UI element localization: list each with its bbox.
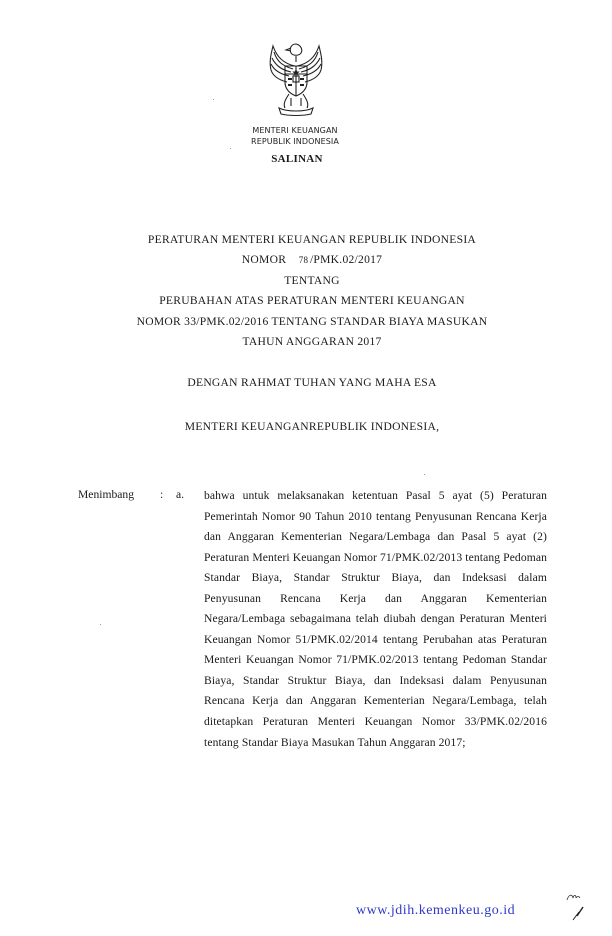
footer-link[interactable]: www.jdih.kemenkeu.go.id	[356, 903, 516, 918]
copy-stamp: SALINAN	[271, 153, 323, 165]
considering-colon: :	[160, 488, 164, 501]
regulation-number-prefix: NOMOR	[241, 253, 287, 266]
scan-speck	[213, 99, 214, 100]
preamble-blessing: DENGAN RAHMAT TUHAN YANG MAHA ESA	[187, 376, 437, 389]
scan-speck	[424, 474, 425, 475]
preamble-authority: MENTERI KEUANGANREPUBLIK INDONESIA,	[184, 420, 440, 433]
considering-item-letter: a.	[176, 488, 185, 501]
institution-line-2: REPUBLIK INDONESIA	[251, 137, 339, 146]
regulation-about: TENTANG	[284, 274, 340, 287]
regulation-subject-line-3: TAHUN ANGGARAN 2017	[242, 335, 382, 348]
considering-label: Menimbang	[78, 488, 135, 501]
regulation-subject-line-2: NOMOR 33/PMK.02/2016 TENTANG STANDAR BIAYA MASUKAN	[136, 315, 488, 328]
regulation-number-suffix: /PMK.02/2017	[309, 253, 383, 266]
garuda-emblem-icon	[255, 36, 337, 118]
scan-speck	[230, 148, 231, 149]
handwritten-initial-icon	[565, 888, 589, 922]
regulation-number	[0, 253, 612, 267]
scan-speck	[100, 624, 101, 625]
regulation-number-value: 78	[298, 255, 309, 265]
regulation-title: PERATURAN MENTERI KEUANGAN REPUBLIK INDONESIA	[147, 233, 477, 246]
considering-item-text: bahwa untuk melaksanakan ketentuan Pasal 5 ayat (5) Peraturan Pemerintah Nomor 90 Tahun 2010 tentang Penyusunan Rencana Kerja dan Anggaran Kementerian Negara/Lembaga dan Pasal 5 ayat (2) Peraturan Menteri Keuangan Nomor 71/PMK.02/2013 tentang Pedoman Standar Biaya, Standar Struktur Biaya, dan Indeksasi dalam Penyusunan Rencana Kerja dan Anggaran Kementerian Negara/Lembaga sebagaimana telah diubah dengan Peraturan Menteri Keuangan Nomor 51/PMK.02/2014 tentang Perubahan atas Peraturan Menteri Keuangan Nomor 71/PMK.02/2013 tentang Pedoman Standar Biaya, Standar Struktur Biaya, dan Indeksasi dalam Penyusunan Rencana Kerja dan Anggaran Kementerian Negara/Lembaga, telah ditetapkan Peraturan Menteri Keuangan Nomor 33/PMK.02/2016 tentang Standar Biaya Masukan Tahun Anggaran 2017;	[204, 489, 547, 749]
regulation-subject-line-1: PERUBAHAN ATAS PERATURAN MENTERI KEUANGAN	[159, 294, 465, 307]
institution-line-1: MENTERI KEUANGAN	[252, 126, 338, 135]
